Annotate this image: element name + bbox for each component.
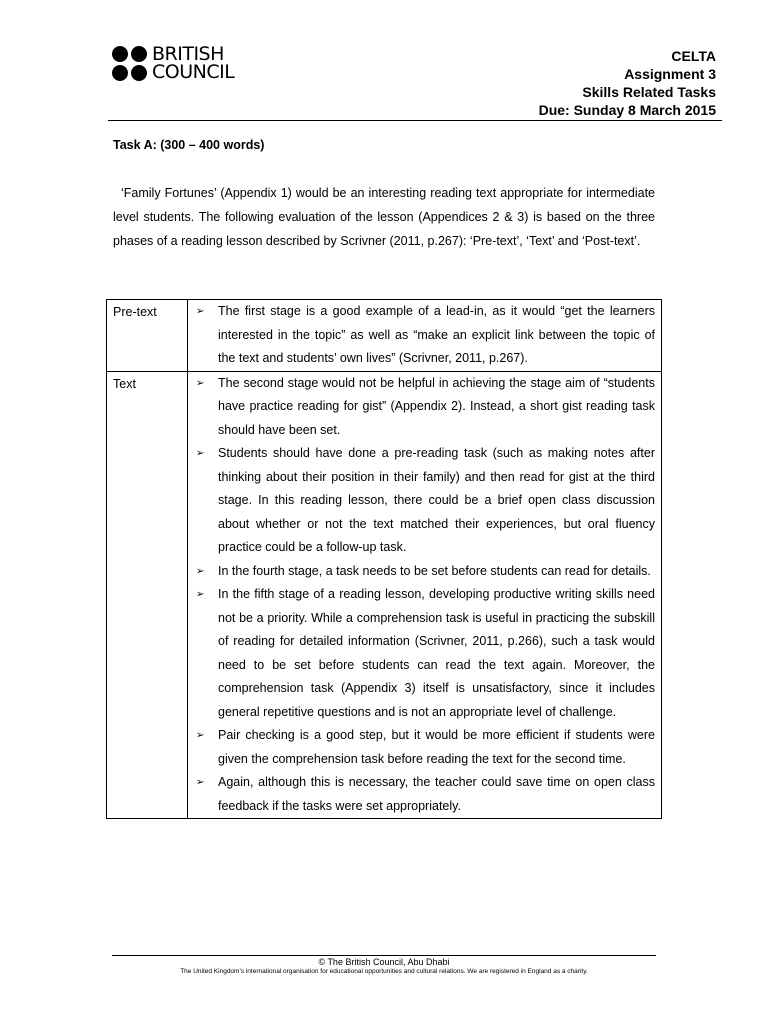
logo-wordmark xyxy=(152,45,234,81)
bullet-text: Students should have done a pre-reading task (such as making notes after thinking about their position in their family) and then read for gist at the third stage. In this reading lesson, there could be a brief open class discussion about whether or not the text matched their experiences, but oral fluency practice could be a follow-up task. xyxy=(218,446,655,554)
arrow-bullet-icon: ➢ xyxy=(196,565,205,577)
bullet-text: In the fifth stage of a reading lesson, developing productive writing skills need not be a priority. While a comprehension task is useful in practicing the subskill of reading for detailed information (Scrivner, 2011, p.266), such a task would need to be set before students can read the text again. Moreover, the comprehension task (Appendix 3) itself is unsatisfactory, since it includes general repetitive questions and is not an appropriate level of challenge. xyxy=(218,587,655,719)
bullet-list xyxy=(188,300,661,371)
british-council-logo xyxy=(112,45,234,81)
list-item xyxy=(196,724,655,771)
header-divider xyxy=(108,120,722,121)
arrow-bullet-icon: ➢ xyxy=(196,730,205,741)
header-due-date: Due: Sunday 8 March 2015 xyxy=(538,102,716,118)
bullet-text: The first stage is a good example of a lead-in, as it would “get the learners interested in the topic” as well as “make an explicit link between the topic of the text and students’ own lives” (Scrivner, 2011, p.267). xyxy=(218,304,655,365)
footer-divider xyxy=(112,955,656,956)
row-label: Pre-text xyxy=(107,300,188,372)
document-header xyxy=(539,47,716,119)
list-item xyxy=(196,583,655,724)
arrow-bullet-icon: ➢ xyxy=(196,777,205,788)
logo-dots-icon xyxy=(112,46,147,81)
row-points-cell xyxy=(188,300,662,372)
bullet-text: Pair checking is a good step, but it would be more efficient if students were given the comprehension task before reading the text for the second time. xyxy=(218,728,655,766)
logo-line-2: COUNCIL xyxy=(152,61,235,83)
list-item xyxy=(196,372,655,443)
arrow-bullet-icon: ➢ xyxy=(196,306,205,317)
list-item xyxy=(196,771,655,818)
footer-charity-note: The United Kingdom’s international organisation for educational opportunities and cultural relations. We are registered in England as a charity. xyxy=(180,968,588,975)
arrow-bullet-icon: ➢ xyxy=(196,448,205,459)
arrow-bullet-icon: ➢ xyxy=(196,377,205,389)
evaluation-table xyxy=(106,299,662,819)
table-row xyxy=(107,371,662,819)
header-assignment: Assignment 3 xyxy=(624,66,716,82)
logo-line-1: BRITISH xyxy=(152,43,224,65)
row-points-cell xyxy=(188,371,662,819)
bullet-text: The second stage would not be helpful in achieving the stage aim of “students have practice reading for gist” (Appendix 2). Instead, a short gist reading task should have been set. xyxy=(218,375,655,437)
intro-paragraph: ‘Family Fortunes’ (Appendix 1) would be an interesting reading text appropriate for intermediate level students. The following evaluation of the lesson (Appendices 2 & 3) is based on the three phases of a reading lesson described by Scrivner (2011, p.267): ‘Pre-text’, ‘Text’ and ‘Post-text’. xyxy=(113,186,655,248)
list-item xyxy=(196,560,655,584)
table-row xyxy=(107,300,662,372)
bullet-text: In the fourth stage, a task needs to be set before students can read for details. xyxy=(218,563,651,578)
arrow-bullet-icon: ➢ xyxy=(196,589,205,600)
list-item xyxy=(196,442,655,560)
footer-copyright: © The British Council, Abu Dhabi xyxy=(318,957,450,967)
header-course: CELTA xyxy=(671,48,716,64)
list-item xyxy=(196,300,655,371)
bullet-text: Again, although this is necessary, the teacher could save time on open class feedback if the tasks were set appropriately. xyxy=(218,775,655,813)
task-title: Task A: (300 – 400 words) xyxy=(113,138,265,152)
bullet-list xyxy=(188,372,661,819)
row-label: Text xyxy=(107,371,188,819)
header-subject: Skills Related Tasks xyxy=(582,84,716,100)
